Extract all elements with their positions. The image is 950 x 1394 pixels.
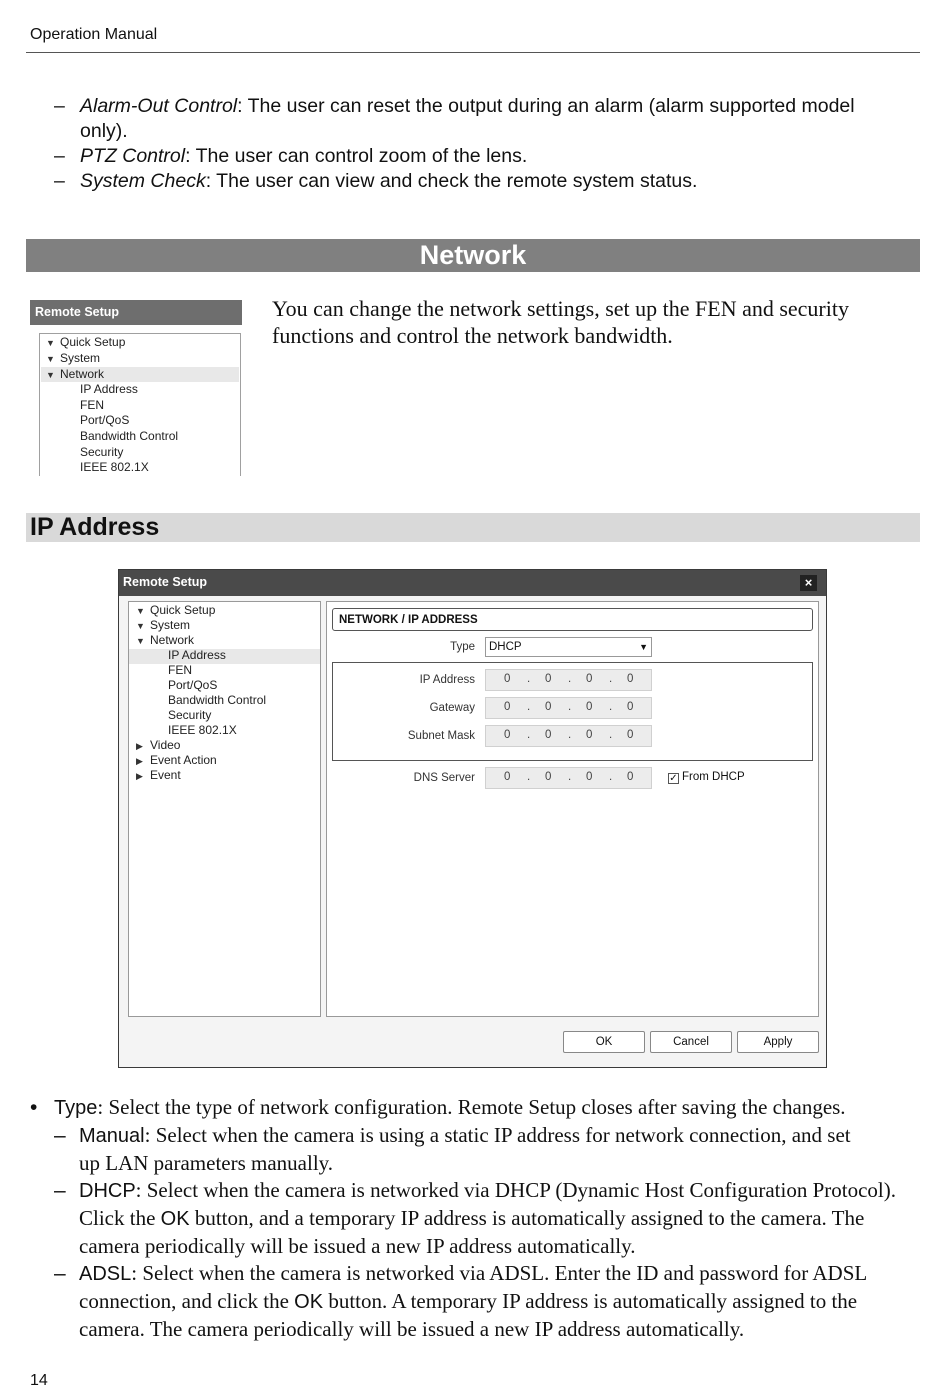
tree-item-ip-address[interactable]: IP Address [168, 648, 226, 662]
page-number: 14 [30, 1372, 48, 1389]
dot: . [527, 771, 531, 783]
tree-item-network[interactable] [136, 633, 194, 647]
tree-item-system[interactable] [136, 618, 190, 632]
settings-content [326, 601, 819, 1017]
tree-label: Event [150, 768, 181, 782]
tree-item-event-action[interactable] [136, 753, 217, 767]
tree-label: System [60, 351, 101, 365]
octet: 0 [586, 701, 593, 713]
octet: 0 [504, 729, 511, 741]
dot: . [527, 701, 531, 713]
term-text: connection, and click the [79, 1289, 295, 1313]
term: Type [54, 1097, 98, 1119]
dns-server-label: DNS Server [413, 772, 475, 784]
type-description [30, 1094, 920, 1343]
octet: 0 [627, 729, 634, 741]
term-text: button. A temporary IP address is automatically assigned to the [323, 1289, 858, 1313]
type-label: Type [450, 641, 475, 653]
from-dhcp-checkbox[interactable]: ✓ [669, 773, 678, 784]
tree-label: Quick Setup [150, 603, 216, 617]
dot: . [609, 673, 613, 685]
octet: 0 [586, 673, 593, 685]
expanded-arrow-icon: ▼ [46, 338, 55, 348]
dot: . [527, 673, 531, 685]
settings-tree [128, 601, 321, 1017]
tree-item-network[interactable] [46, 367, 104, 381]
octet: 0 [504, 701, 511, 713]
octet: 0 [504, 771, 511, 783]
tree-item-fen[interactable]: FEN [168, 663, 192, 677]
gateway-label: Gateway [429, 702, 475, 714]
tree-item-video[interactable] [136, 738, 180, 752]
ok-button[interactable]: OK [563, 1031, 645, 1053]
item-term: System Check [80, 170, 206, 192]
collapsed-arrow-icon: ▶ [136, 756, 143, 766]
dot: . [568, 673, 572, 685]
tree-label: Quick Setup [60, 335, 126, 349]
octet: 0 [545, 729, 552, 741]
tree-item-event[interactable] [136, 768, 181, 782]
term-text: : Select when the camera is using a static IP address for network connection, and set [144, 1123, 851, 1147]
dash-marker: – [54, 170, 65, 192]
tree-label: Network [150, 633, 195, 647]
item-term: Alarm-Out Control [80, 95, 238, 117]
description-line: functions and control the network bandwidth. [272, 323, 673, 348]
item-text: : The user can control zoom of the lens. [185, 145, 528, 167]
octet: 0 [545, 771, 552, 783]
octet: 0 [627, 701, 634, 713]
term-text: camera. The camera periodically will be issued a new IP address automatically. [79, 1317, 745, 1341]
tree-item-security[interactable]: Security [80, 445, 124, 459]
item-text: : The user can view and check the remote system status. [205, 170, 698, 192]
tree-item-ieee-8021x[interactable]: IEEE 802.1X [168, 723, 237, 737]
mini-tree [39, 333, 241, 476]
item-text: : The user can reset the output during an alarm (alarm supported model [237, 95, 855, 117]
octet: 0 [504, 673, 511, 685]
bullet-marker: • [30, 1096, 38, 1119]
mini-panel-title: Remote Setup [30, 300, 242, 325]
term-text: : Select when the camera is networked via ADSL. Enter the ID and password for ADSL [131, 1261, 868, 1285]
tree-label: Event Action [150, 753, 217, 767]
mini-remote-setup-panel [30, 300, 242, 476]
dash-marker: – [54, 95, 65, 117]
section-label: NETWORK / IP ADDRESS [332, 608, 813, 631]
term: ADSL [79, 1263, 132, 1285]
header-rule [26, 52, 920, 53]
dot: . [568, 771, 572, 783]
dot: . [568, 701, 572, 713]
octet: 0 [586, 771, 593, 783]
expanded-arrow-icon: ▼ [136, 621, 145, 631]
expanded-arrow-icon: ▼ [46, 370, 55, 380]
list-item [54, 94, 934, 144]
term: DHCP [79, 1180, 136, 1202]
feature-list [54, 94, 934, 194]
dot: . [609, 701, 613, 713]
item-text-cont: only). [80, 120, 128, 142]
octet: 0 [627, 771, 634, 783]
term-text: : Select the type of network configuration. Remote Setup closes after saving the changes. [97, 1095, 846, 1119]
item-term: PTZ Control [80, 145, 186, 167]
tree-item-system[interactable] [46, 351, 100, 365]
network-heading: Network [26, 239, 920, 272]
subnet-mask-input[interactable] [485, 725, 652, 747]
term-text: button, and a temporary IP address is automatically assigned to the camera. The [189, 1206, 865, 1230]
subnet-mask-label: Subnet Mask [407, 730, 475, 742]
tree-label: System [150, 618, 191, 632]
close-icon[interactable]: × [800, 575, 817, 591]
dash-marker: – [54, 1124, 66, 1147]
dot: . [568, 729, 572, 741]
description-line: You can change the network settings, set up the FEN and security [272, 296, 849, 321]
dot: . [609, 771, 613, 783]
tree-item-port-qos[interactable]: Port/QoS [168, 678, 218, 692]
dns-server-input[interactable] [485, 767, 652, 789]
gateway-input[interactable] [485, 697, 652, 719]
list-item [54, 144, 934, 169]
tree-item-bandwidth-control[interactable]: Bandwidth Control [168, 693, 267, 707]
from-dhcp-label: From DHCP [682, 771, 745, 783]
list-item [30, 1094, 920, 1122]
dash-marker: – [54, 1262, 66, 1285]
cancel-button[interactable]: Cancel [650, 1031, 732, 1053]
ip-address-label: IP Address [419, 674, 475, 686]
tree-item-port-qos[interactable]: Port/QoS [80, 413, 130, 427]
list-item [54, 169, 934, 194]
chevron-down-icon: ▼ [639, 642, 648, 652]
dot: . [609, 729, 613, 741]
tree-label: Network [60, 367, 105, 381]
tree-item-bandwidth-control[interactable]: Bandwidth Control [80, 429, 179, 443]
dialog-title: Remote Setup [119, 570, 826, 596]
tree-label: Video [150, 738, 181, 752]
ip-address-band [26, 513, 920, 542]
network-description [272, 295, 912, 349]
ip-address-heading: IP Address [30, 513, 160, 541]
tree-item-quick-setup[interactable] [46, 335, 125, 349]
list-item [30, 1177, 920, 1260]
dash-marker: – [54, 1179, 66, 1202]
dot: . [527, 729, 531, 741]
list-item [30, 1260, 920, 1343]
octet: 0 [545, 701, 552, 713]
remote-setup-dialog [118, 569, 827, 1068]
type-select[interactable] [485, 637, 652, 657]
term-text: Click the [79, 1206, 161, 1230]
running-header: Operation Manual [30, 26, 158, 43]
term: Manual [79, 1125, 145, 1147]
type-select-value: DHCP [489, 641, 522, 653]
term-text: up LAN parameters manually. [79, 1151, 334, 1175]
octet: 0 [586, 729, 593, 741]
tree-item-security[interactable]: Security [168, 708, 212, 722]
expanded-arrow-icon: ▼ [136, 636, 145, 646]
collapsed-arrow-icon: ▶ [136, 771, 143, 781]
ok-ref: OK [294, 1291, 324, 1313]
collapsed-arrow-icon: ▶ [136, 741, 143, 751]
tree-item-fen[interactable]: FEN [80, 398, 104, 412]
tree-item-ieee-8021x[interactable]: IEEE 802.1X [80, 460, 149, 474]
expanded-arrow-icon: ▼ [46, 354, 55, 364]
tree-item-ip-address[interactable]: IP Address [80, 382, 138, 396]
term-text: : Select when the camera is networked via DHCP (Dynamic Host Configuration Protocol). [135, 1178, 896, 1202]
ip-address-input[interactable] [485, 669, 652, 691]
octet: 0 [545, 673, 552, 685]
octet: 0 [627, 673, 634, 685]
list-item [30, 1122, 920, 1177]
tree-item-quick-setup[interactable] [136, 603, 215, 617]
dash-marker: – [54, 145, 65, 167]
term-text: camera periodically will be issued a new IP address automatically. [79, 1234, 636, 1258]
ok-ref: OK [160, 1208, 190, 1230]
apply-button[interactable]: Apply [737, 1031, 819, 1053]
expanded-arrow-icon: ▼ [136, 606, 145, 616]
